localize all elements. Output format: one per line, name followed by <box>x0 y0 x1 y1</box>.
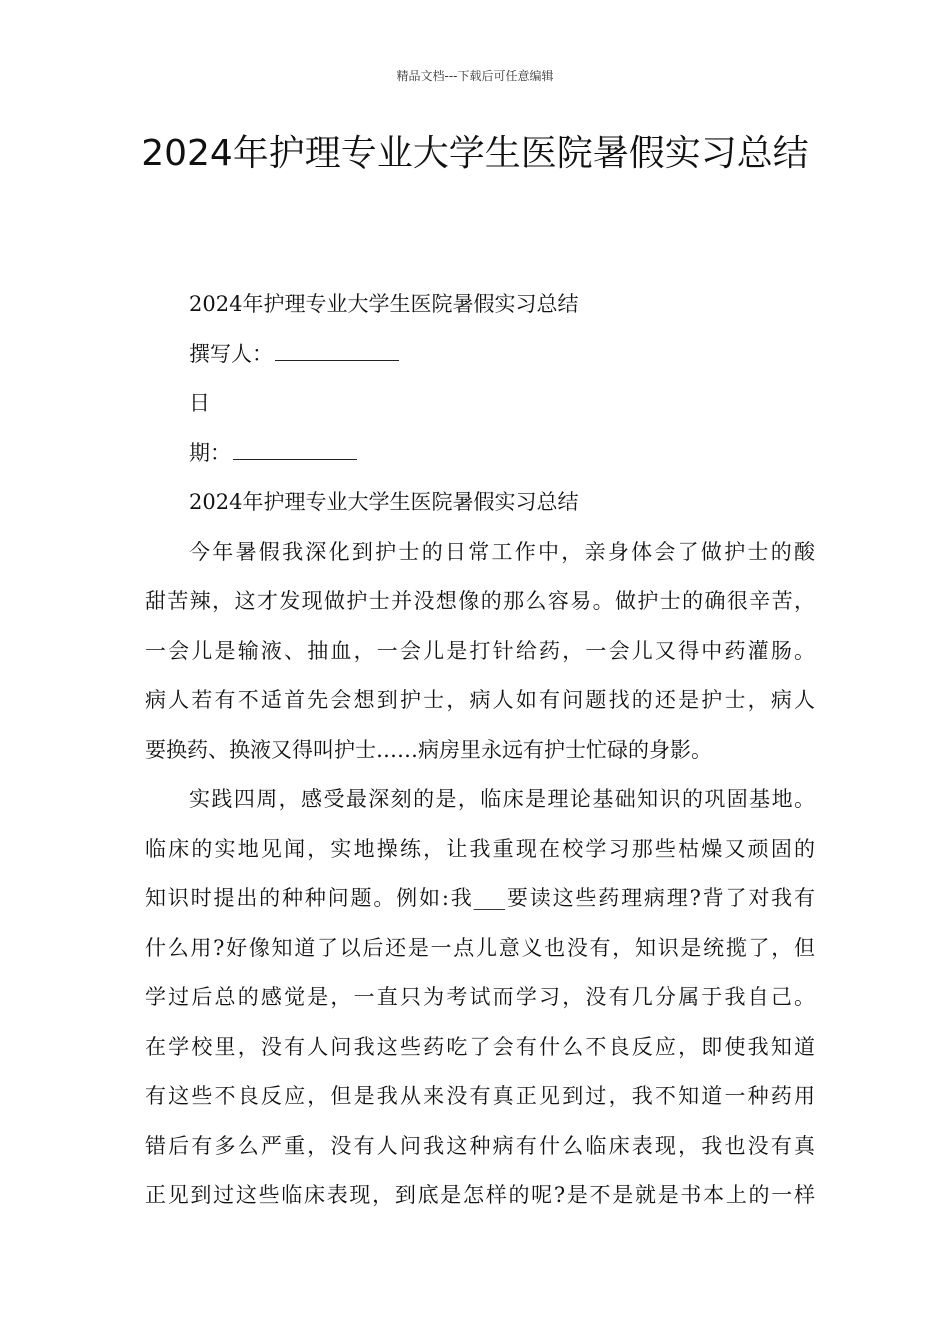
date-label: 期： <box>189 440 231 465</box>
paragraph-1 <box>145 528 815 776</box>
author-blank <box>275 342 399 361</box>
author-line <box>145 330 815 380</box>
author-label: 撰写人： <box>189 341 273 366</box>
paragraph-line: 在学校里，没有人问我这些药吃了会有什么不良反应，即使我知道 <box>145 1034 815 1059</box>
date-blank <box>233 441 357 460</box>
paragraph-line: 要换药、换液又得叫护士……病房里永远有护士忙碌的身影。 <box>145 737 712 762</box>
page-header-note: 精品文档---下载后可任意编辑 <box>396 69 554 83</box>
subtitle-line: 2024年护理专业大学生医院暑假实习总结 <box>189 292 579 316</box>
date-line <box>145 429 815 479</box>
paragraph-line: 什么用?好像知道了以后还是一点儿意义也没有，知识是统揽了，但 <box>145 935 815 960</box>
paragraph-line: 正见到过这些临床表现，到底是怎样的呢?是不是就是书本上的一样 <box>145 1183 815 1207</box>
paragraph-line: 学过后总的感觉是，一直只为考试而学习，没有几分属于我自己。 <box>145 985 815 1009</box>
document-title: 2024年护理专业大学生医院暑假实习总结 <box>141 133 809 174</box>
document-body <box>145 280 815 1221</box>
date-label-line1: 日 <box>189 391 210 415</box>
paragraph-line: 病人若有不适首先会想到护士，病人如有问题找的还是护士，病人 <box>145 688 815 712</box>
paragraph-line: 错后有多么严重，没有人问我这种病有什么临床表现，我也没有真 <box>145 1133 815 1158</box>
paragraph-line: 今年暑假我深化到护士的日常工作中，亲身体会了做护士的酸 <box>189 539 815 564</box>
paragraph-line: 一会儿是输液、抽血，一会儿是打针给药，一会儿又得中药灌肠。 <box>145 638 815 663</box>
paragraph-line: 甜苦辣，这才发现做护士并没想像的那么容易。做护士的确很辛苦， <box>145 589 815 613</box>
paragraph-line: 临床的实地见闻，实地操练，让我重现在校学习那些枯燥又顽固的 <box>145 836 815 861</box>
paragraph-2 <box>145 775 815 1221</box>
paragraph-line: 实践四周，感受最深刻的是，临床是理论基础知识的巩固基地。 <box>189 787 815 811</box>
paragraph-line: 知识时提出的种种问题。例如:我___要读这些药理病理?背了对我有 <box>145 886 815 910</box>
repeat-title-line: 2024年护理专业大学生医院暑假实习总结 <box>189 490 579 514</box>
paragraph-line: 有这些不良反应，但是我从来没有真正见到过，我不知道一种药用 <box>145 1084 815 1108</box>
